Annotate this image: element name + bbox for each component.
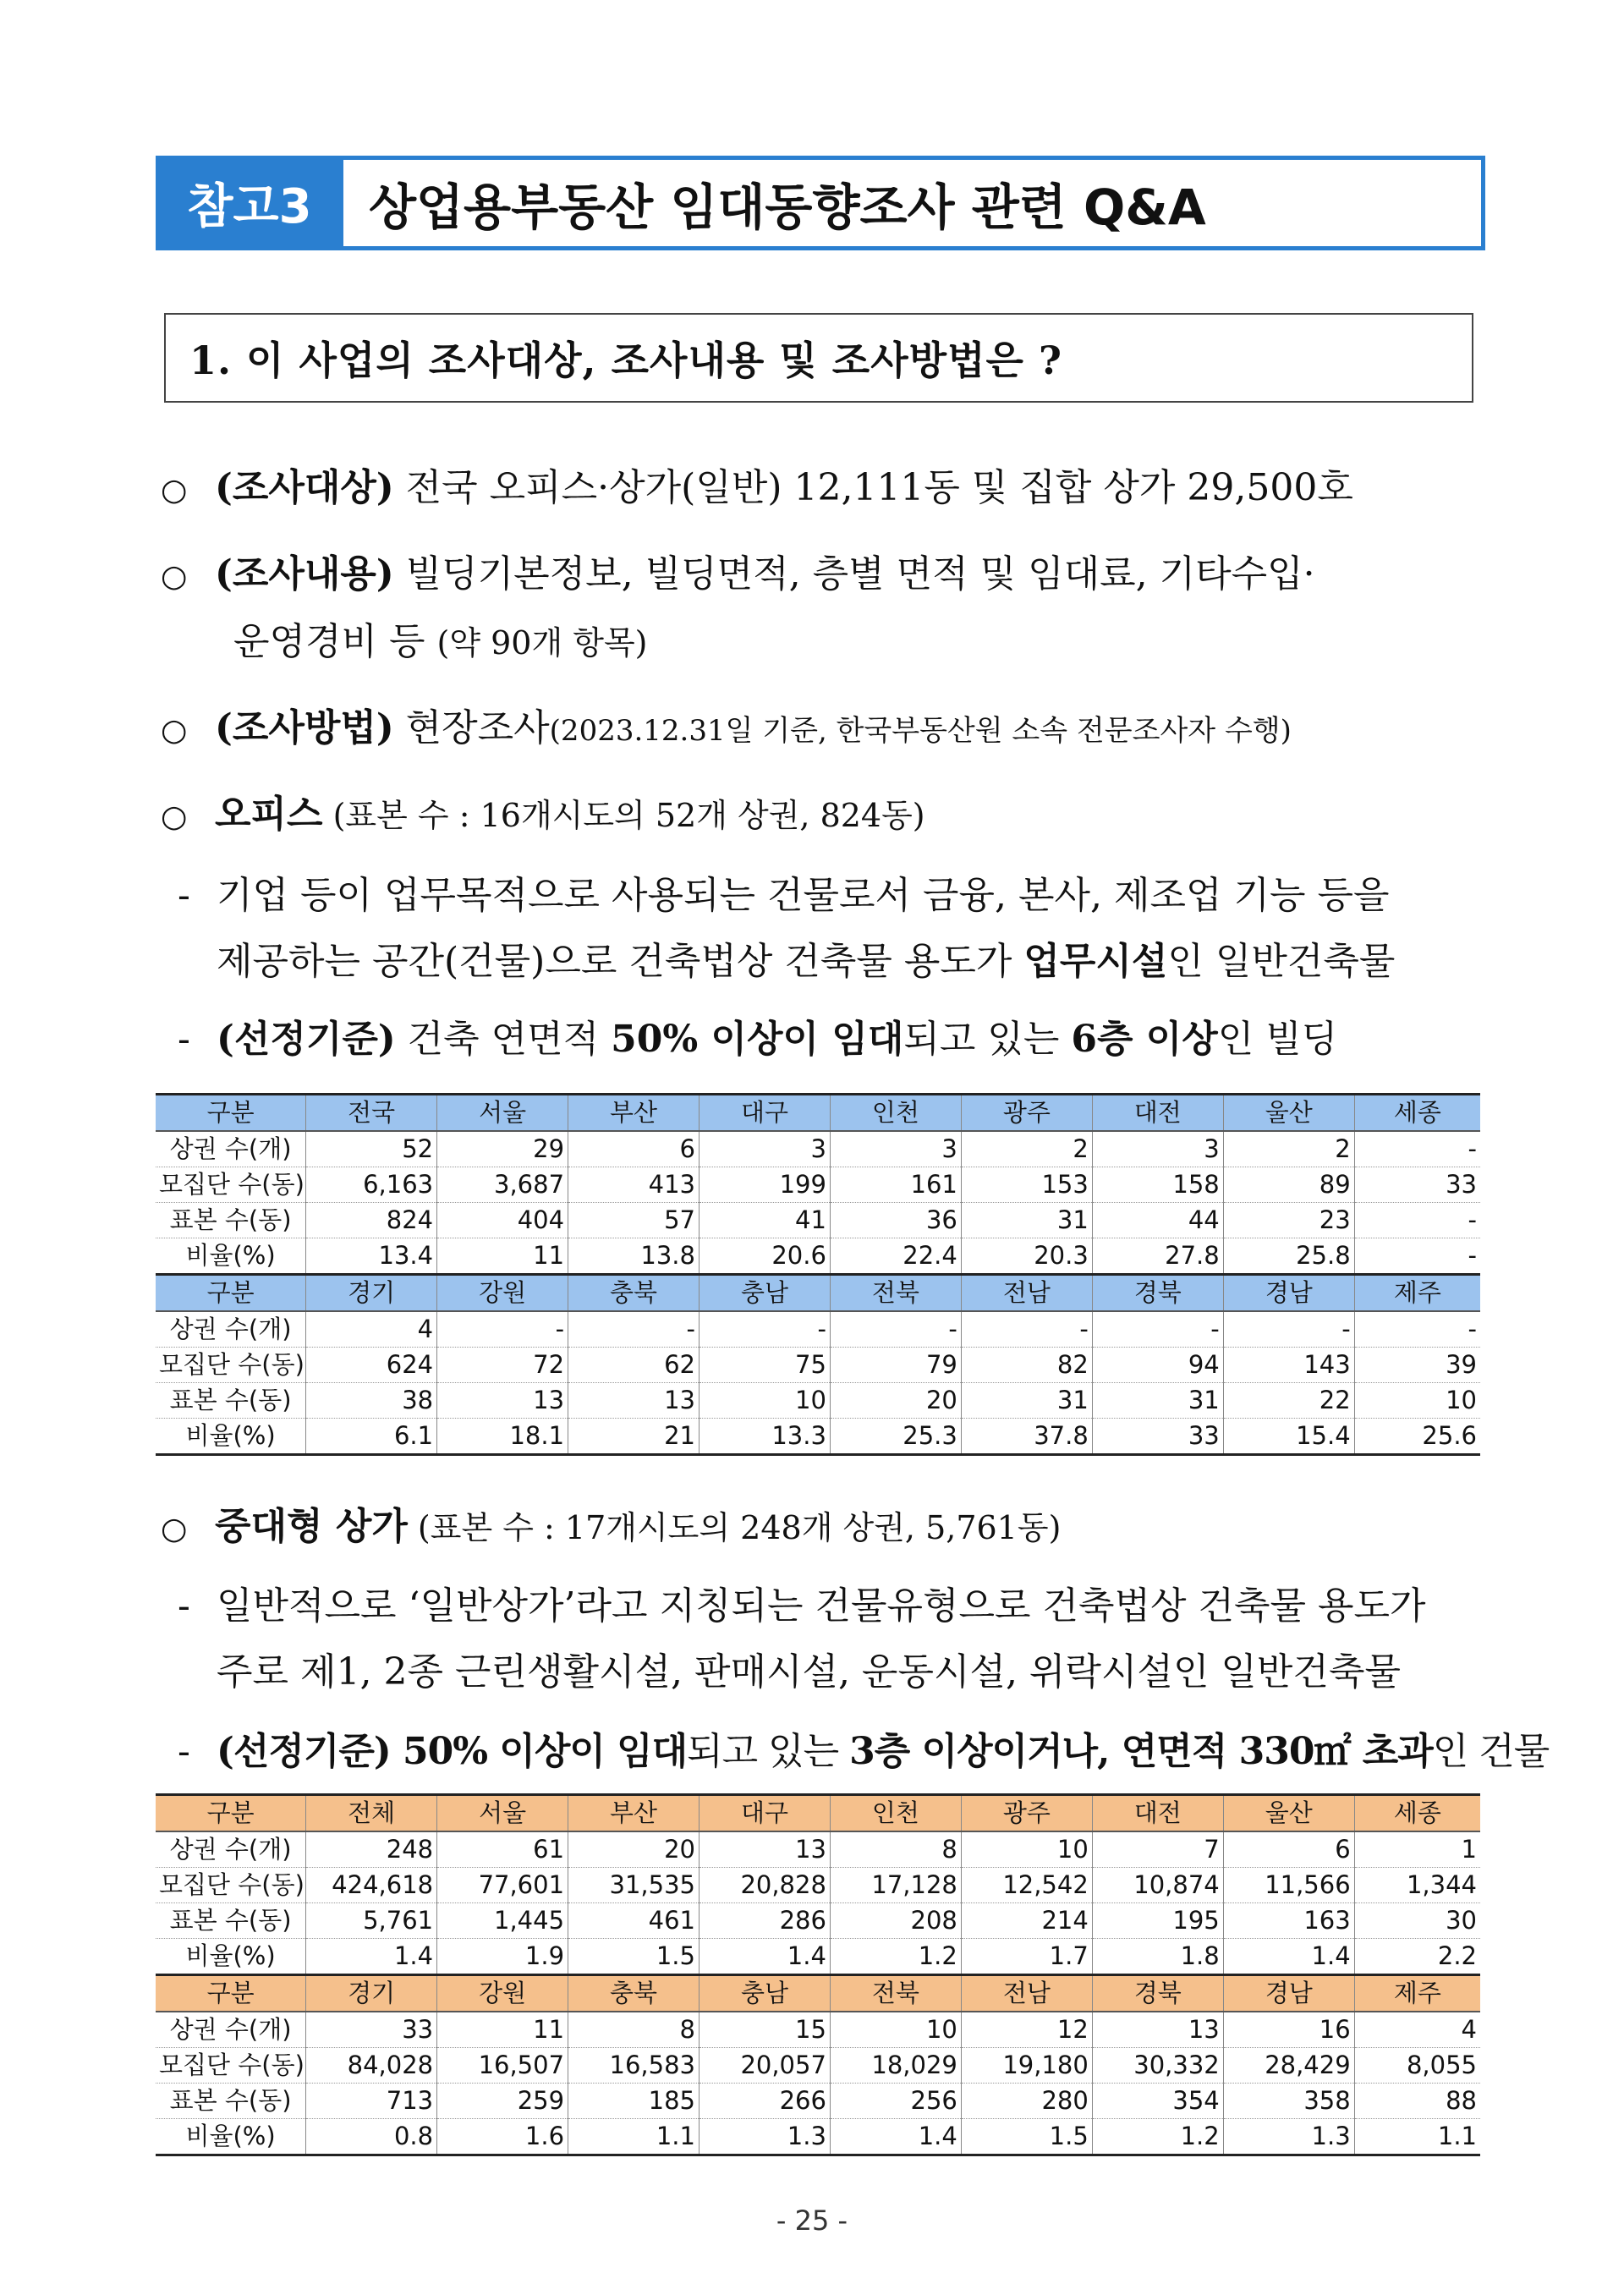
table-row <box>156 1939 1480 1975</box>
item-label: 오피스 <box>215 793 323 836</box>
table-cell: 25.3 <box>830 1419 961 1455</box>
table-row <box>156 2048 1480 2084</box>
table-cell: 354 <box>1092 2084 1223 2119</box>
table-cell: 1.6 <box>437 2119 568 2155</box>
table-cell: 1.3 <box>1223 2119 1354 2155</box>
table-cell: 6.1 <box>306 1419 437 1455</box>
table-header-cell: 광주 <box>961 1095 1092 1132</box>
table-cell: - <box>1354 1311 1480 1348</box>
desc-text: 주로 제1, 2종 근린생활시설, 판매시설, 운동시설, 위락시설인 일반건축물 <box>217 1650 1401 1694</box>
table-cell: 17,128 <box>830 1868 961 1903</box>
item-text-small: (약 90개 항목) <box>436 624 648 662</box>
table-cell: 8 <box>830 1831 961 1868</box>
retail-desc-2 <box>217 1641 1480 1695</box>
table-cell: 3 <box>699 1131 830 1167</box>
table-header-cell: 부산 <box>568 1795 700 1832</box>
table-cell: 13 <box>1092 2012 1223 2048</box>
table-cell: 3 <box>1092 1131 1223 1167</box>
table-cell: 39 <box>1354 1348 1480 1383</box>
table-cell: 31 <box>1092 1383 1223 1419</box>
table-cell: 2 <box>961 1131 1092 1167</box>
table-cell: 195 <box>1092 1903 1223 1939</box>
item-content <box>161 543 1480 597</box>
table-cell: 13 <box>437 1383 568 1419</box>
table-cell: 61 <box>437 1831 568 1868</box>
desc-text: 기업 등이 업무목적으로 사용되는 건물로서 금융, 본사, 제조업 기능 등을 <box>217 874 1390 917</box>
table-cell: 13.3 <box>699 1419 830 1455</box>
table-cell: 6,163 <box>306 1167 437 1203</box>
criteria-text: 되고 있는 <box>687 1730 850 1773</box>
table-cell: 1.1 <box>1354 2119 1480 2155</box>
item-text-small: (2023.12.31일 기준, 한국부동산원 소속 전문조사자 수행) <box>549 714 1292 748</box>
table-cell: 2 <box>1223 1131 1354 1167</box>
desc-text: 인 일반건축물 <box>1167 940 1396 983</box>
table-cell: 824 <box>306 1203 437 1238</box>
item-text: 빌딩기본정보, 빌딩면적, 층별 면적 및 임대료, 기타수입· <box>393 552 1315 596</box>
item-sample: (표본 수 : 16개시도의 52개 상권, 824동) <box>322 797 925 834</box>
row-label-cell: 모집단 수(동) <box>156 1348 306 1383</box>
table-cell: 57 <box>568 1203 700 1238</box>
criteria-label: (선정기준) <box>217 1018 396 1061</box>
table-cell: 22.4 <box>830 1238 961 1275</box>
table-cell: 1.4 <box>699 1939 830 1975</box>
row-label-cell: 표본 수(동) <box>156 2084 306 2119</box>
table-cell: 31 <box>961 1203 1092 1238</box>
row-label-cell: 비율(%) <box>156 1419 306 1455</box>
table-cell: 21 <box>568 1419 700 1455</box>
table-cell: 10 <box>1354 1383 1480 1419</box>
table-cell: 256 <box>830 2084 961 2119</box>
table-cell: 52 <box>306 1131 437 1167</box>
row-label-cell: 모집단 수(동) <box>156 1167 306 1203</box>
criteria-bold: 50% 이상이 임대 <box>390 1730 688 1773</box>
table-cell: 13 <box>568 1383 700 1419</box>
table-header-cell: 전북 <box>830 1975 961 2012</box>
table-cell: 82 <box>961 1348 1092 1383</box>
table-header-cell: 강원 <box>437 1975 568 2012</box>
row-label-cell: 표본 수(동) <box>156 1903 306 1939</box>
table-cell: 84,028 <box>306 2048 437 2084</box>
table-cell: 72 <box>437 1348 568 1383</box>
office-criteria <box>178 1008 1480 1062</box>
table-header-cell: 충남 <box>699 1275 830 1312</box>
table-row <box>156 1348 1480 1383</box>
table-cell: 161 <box>830 1167 961 1203</box>
table-cell: 1.5 <box>568 1939 700 1975</box>
table-header-cell: 세종 <box>1354 1795 1480 1832</box>
table-cell: 16,507 <box>437 2048 568 2084</box>
table-row <box>156 1419 1480 1455</box>
bullet-icon: ○ <box>161 799 188 834</box>
table-header-cell: 경기 <box>306 1975 437 2012</box>
table-cell: 94 <box>1092 1348 1223 1383</box>
table-header-cell: 충북 <box>568 1275 700 1312</box>
table-cell: 1,344 <box>1354 1868 1480 1903</box>
table-cell: 208 <box>830 1903 961 1939</box>
table-cell: 280 <box>961 2084 1092 2119</box>
table-header-cell: 인천 <box>830 1095 961 1132</box>
table-cell: 27.8 <box>1092 1238 1223 1275</box>
criteria-label: (선정기준) <box>217 1730 391 1773</box>
table-cell: 13 <box>699 1831 830 1868</box>
table-cell: 158 <box>1092 1167 1223 1203</box>
table-header-cell: 경기 <box>306 1275 437 1312</box>
table-header-row <box>156 1095 1480 1132</box>
item-office <box>161 783 1480 837</box>
banner-title: 상업용부동산 임대동향조사 관련 Q&A <box>339 160 1481 246</box>
table-header-cell: 대구 <box>699 1095 830 1132</box>
table-cell: 62 <box>568 1348 700 1383</box>
table-cell: 89 <box>1223 1167 1354 1203</box>
desc-text: 제공하는 공간(건물)으로 건축법상 건축물 용도가 <box>217 940 1024 983</box>
table-row <box>156 1831 1480 1868</box>
table-cell: 20,057 <box>699 2048 830 2084</box>
row-label-cell: 표본 수(동) <box>156 1383 306 1419</box>
table-cell: 20.6 <box>699 1238 830 1275</box>
table-cell: 4 <box>1354 2012 1480 2048</box>
table-cell: 624 <box>306 1348 437 1383</box>
table-cell: 6 <box>1223 1831 1354 1868</box>
dash-icon: - <box>178 874 190 917</box>
table-cell: 25.8 <box>1223 1238 1354 1275</box>
table-header-cell: 대전 <box>1092 1095 1223 1132</box>
desc-text: 일반적으로 ‘일반상가’라고 지칭되는 건물유형으로 건축법상 건축물 용도가 <box>217 1584 1426 1628</box>
table-header-cell: 울산 <box>1223 1095 1354 1132</box>
table-row <box>156 2084 1480 2119</box>
row-label-cell: 비율(%) <box>156 1939 306 1975</box>
table-cell: 23 <box>1223 1203 1354 1238</box>
item-label: 중대형 상가 <box>215 1505 408 1548</box>
table-header-cell: 인천 <box>830 1795 961 1832</box>
retail-criteria <box>178 1721 1550 1775</box>
table-cell: - <box>1354 1238 1480 1275</box>
table-cell: 11 <box>437 2012 568 2048</box>
table-row <box>156 1383 1480 1419</box>
table-cell: 153 <box>961 1167 1092 1203</box>
table-cell: 20 <box>568 1831 700 1868</box>
dash-icon: - <box>178 1018 190 1061</box>
question-box: 1. 이 사업의 조사대상, 조사내용 및 조사방법은 ? <box>164 313 1473 403</box>
table-header-row <box>156 1275 1480 1312</box>
table-cell: 33 <box>1354 1167 1480 1203</box>
table-cell: 3,687 <box>437 1167 568 1203</box>
retail-desc-1 <box>178 1575 1480 1629</box>
item-label: (조사방법) <box>215 706 394 749</box>
table-header-cell: 충북 <box>568 1975 700 2012</box>
table-cell: 163 <box>1223 1903 1354 1939</box>
table-cell: 16,583 <box>568 2048 700 2084</box>
table-cell: 25.6 <box>1354 1419 1480 1455</box>
page-number: - 25 - <box>776 2204 848 2237</box>
row-label-cell: 상권 수(개) <box>156 2012 306 2048</box>
table-cell: 20 <box>830 1383 961 1419</box>
table-row <box>156 1311 1480 1348</box>
table-cell: 33 <box>306 2012 437 2048</box>
bullet-icon: ○ <box>161 1512 188 1546</box>
table-cell: 7 <box>1092 1831 1223 1868</box>
table-header-cell: 강원 <box>437 1275 568 1312</box>
table-cell: 1.2 <box>830 1939 961 1975</box>
table-cell: 1.4 <box>306 1939 437 1975</box>
table-row <box>156 1131 1480 1167</box>
table-cell: 0.8 <box>306 2119 437 2155</box>
table-cell: 413 <box>568 1167 700 1203</box>
table-cell: 19,180 <box>961 2048 1092 2084</box>
bullet-icon: ○ <box>161 713 188 748</box>
bullet-icon: ○ <box>161 559 188 594</box>
table-cell: 1.1 <box>568 2119 700 2155</box>
table-cell: 5,761 <box>306 1903 437 1939</box>
table-cell: - <box>1092 1311 1223 1348</box>
table-row <box>156 2012 1480 2048</box>
item-text: 운영경비 등 <box>233 620 437 663</box>
table-cell: 33 <box>1092 1419 1223 1455</box>
item-label: (조사내용) <box>215 552 394 596</box>
bullet-icon: ○ <box>161 473 188 508</box>
table-cell: 88 <box>1354 2084 1480 2119</box>
table-cell: 36 <box>830 1203 961 1238</box>
table-header-cell: 광주 <box>961 1795 1092 1832</box>
table-cell: 10,874 <box>1092 1868 1223 1903</box>
table-header-cell: 경북 <box>1092 1275 1223 1312</box>
table-cell: 13.8 <box>568 1238 700 1275</box>
table-row <box>156 1203 1480 1238</box>
table-cell: 38 <box>306 1383 437 1419</box>
table-header-cell: 서울 <box>437 1095 568 1132</box>
table-cell: 1.4 <box>830 2119 961 2155</box>
table-header-row <box>156 1795 1480 1832</box>
table-cell: 31 <box>961 1383 1092 1419</box>
item-text: 현장조사 <box>393 706 550 749</box>
table-header-cell: 서울 <box>437 1795 568 1832</box>
item-text: 전국 오피스·상가(일반) 12,111동 및 집합 상가 29,500호 <box>393 466 1353 509</box>
table-header-cell: 대구 <box>699 1795 830 1832</box>
table-cell: 214 <box>961 1903 1092 1939</box>
office-desc-2 <box>217 931 1480 985</box>
table-cell: 30 <box>1354 1903 1480 1939</box>
table-cell: 11 <box>437 1238 568 1275</box>
row-label-cell: 모집단 수(동) <box>156 1868 306 1903</box>
table-cell: 20,828 <box>699 1868 830 1903</box>
table-cell: 424,618 <box>306 1868 437 1903</box>
table-cell: 286 <box>699 1903 830 1939</box>
table-row <box>156 1903 1480 1939</box>
table-cell: 1.7 <box>961 1939 1092 1975</box>
row-label-cell: 표본 수(동) <box>156 1203 306 1238</box>
table-cell: 10 <box>699 1383 830 1419</box>
table-cell: 358 <box>1223 2084 1354 2119</box>
table-cell: 4 <box>306 1311 437 1348</box>
table-cell: 12,542 <box>961 1868 1092 1903</box>
table-cell: 10 <box>830 2012 961 2048</box>
table-cell: 41 <box>699 1203 830 1238</box>
row-label-cell: 비율(%) <box>156 1238 306 1275</box>
row-label-cell: 모집단 수(동) <box>156 2048 306 2084</box>
table-cell: - <box>437 1311 568 1348</box>
criteria-text: 건축 연면적 <box>395 1018 612 1061</box>
desc-text-bold: 업무시설 <box>1023 940 1168 983</box>
criteria-text: 인 건물 <box>1432 1730 1550 1773</box>
table-cell: 1.2 <box>1092 2119 1223 2155</box>
table-cell: 1.4 <box>1223 1939 1354 1975</box>
office-desc-1 <box>178 865 1480 919</box>
criteria-text: 되고 있는 <box>903 1018 1072 1061</box>
criteria-bold: 50% 이상이 임대 <box>611 1018 904 1061</box>
table-cell: 18.1 <box>437 1419 568 1455</box>
table-cell: 461 <box>568 1903 700 1939</box>
item-method <box>161 697 1480 751</box>
table-header-cell: 구분 <box>156 1275 306 1312</box>
table-cell: 2.2 <box>1354 1939 1480 1975</box>
table-cell: 713 <box>306 2084 437 2119</box>
table-cell: 20.3 <box>961 1238 1092 1275</box>
table-header-cell: 경남 <box>1223 1275 1354 1312</box>
table-cell: 12 <box>961 2012 1092 2048</box>
table-header-cell: 제주 <box>1354 1975 1480 2012</box>
dash-icon: - <box>178 1584 190 1628</box>
table-header-cell: 세종 <box>1354 1095 1480 1132</box>
table-cell: - <box>568 1311 700 1348</box>
item-content-cont <box>233 611 1480 665</box>
table-cell: 37.8 <box>961 1419 1092 1455</box>
row-label-cell: 비율(%) <box>156 2119 306 2155</box>
row-label-cell: 상권 수(개) <box>156 1131 306 1167</box>
table-cell: 143 <box>1223 1348 1354 1383</box>
table-row <box>156 1238 1480 1275</box>
table-header-cell: 전남 <box>961 1275 1092 1312</box>
table-row <box>156 1167 1480 1203</box>
table-cell: 28,429 <box>1223 2048 1354 2084</box>
table-cell: 248 <box>306 1831 437 1868</box>
table-header-cell: 울산 <box>1223 1795 1354 1832</box>
table-cell: 13.4 <box>306 1238 437 1275</box>
table-cell: 18,029 <box>830 2048 961 2084</box>
table-header-cell: 충남 <box>699 1975 830 2012</box>
table-header-cell: 구분 <box>156 1795 306 1832</box>
table-cell: 44 <box>1092 1203 1223 1238</box>
table-cell: 1.8 <box>1092 1939 1223 1975</box>
criteria-bold: 6층 이상 <box>1071 1018 1218 1061</box>
table-cell: 1,445 <box>437 1903 568 1939</box>
table-row <box>156 2119 1480 2155</box>
table-cell: 31,535 <box>568 1868 700 1903</box>
table-cell: 199 <box>699 1167 830 1203</box>
table-header-cell: 부산 <box>568 1095 700 1132</box>
table-cell: 1 <box>1354 1831 1480 1868</box>
table-header-cell: 경남 <box>1223 1975 1354 2012</box>
table-header-cell: 전국 <box>306 1095 437 1132</box>
table-header-row <box>156 1975 1480 2012</box>
row-label-cell: 상권 수(개) <box>156 1311 306 1348</box>
table-cell: 10 <box>961 1831 1092 1868</box>
banner-tag: 참고3 <box>160 160 339 246</box>
table-cell: 1.3 <box>699 2119 830 2155</box>
table-cell: 1.5 <box>961 2119 1092 2155</box>
table-cell: 16 <box>1223 2012 1354 2048</box>
table-cell: 259 <box>437 2084 568 2119</box>
item-sample: (표본 수 : 17개시도의 248개 상권, 5,761동) <box>407 1509 1062 1546</box>
item-retail <box>161 1496 1480 1550</box>
table-cell: - <box>830 1311 961 1348</box>
table-header-cell: 구분 <box>156 1975 306 2012</box>
table-header-cell: 전남 <box>961 1975 1092 2012</box>
table-cell: - <box>961 1311 1092 1348</box>
table-cell: - <box>1223 1311 1354 1348</box>
table-cell: 8,055 <box>1354 2048 1480 2084</box>
table-cell: - <box>1354 1203 1480 1238</box>
table-cell: 30,332 <box>1092 2048 1223 2084</box>
table-header-cell: 전체 <box>306 1795 437 1832</box>
item-label: (조사대상) <box>215 466 394 509</box>
table-cell: 3 <box>830 1131 961 1167</box>
table-cell: 75 <box>699 1348 830 1383</box>
table-header-cell: 구분 <box>156 1095 306 1132</box>
table-cell: 404 <box>437 1203 568 1238</box>
criteria-bold: 3층 이상이거나, 연면적 330㎡ 초과 <box>849 1730 1433 1773</box>
table-cell: 6 <box>568 1131 700 1167</box>
table-cell: 77,601 <box>437 1868 568 1903</box>
table-cell: 15 <box>699 2012 830 2048</box>
table-cell: 1.9 <box>437 1939 568 1975</box>
retail-table <box>156 1793 1480 2156</box>
item-target <box>161 457 1480 511</box>
office-table <box>156 1093 1480 1456</box>
dash-icon: - <box>178 1730 189 1773</box>
table-cell: 22 <box>1223 1383 1354 1419</box>
table-cell: 8 <box>568 2012 700 2048</box>
criteria-text: 인 빌딩 <box>1217 1018 1338 1061</box>
table-cell: 29 <box>437 1131 568 1167</box>
table-header-cell: 전북 <box>830 1275 961 1312</box>
table-cell: - <box>699 1311 830 1348</box>
table-cell: - <box>1354 1131 1480 1167</box>
table-cell: 185 <box>568 2084 700 2119</box>
table-cell: 15.4 <box>1223 1419 1354 1455</box>
table-cell: 79 <box>830 1348 961 1383</box>
row-label-cell: 상권 수(개) <box>156 1831 306 1868</box>
section-banner <box>156 156 1485 250</box>
table-header-cell: 대전 <box>1092 1795 1223 1832</box>
table-header-cell: 경북 <box>1092 1975 1223 2012</box>
table-cell: 266 <box>699 2084 830 2119</box>
table-row <box>156 1868 1480 1903</box>
table-cell: 11,566 <box>1223 1868 1354 1903</box>
table-header-cell: 제주 <box>1354 1275 1480 1312</box>
